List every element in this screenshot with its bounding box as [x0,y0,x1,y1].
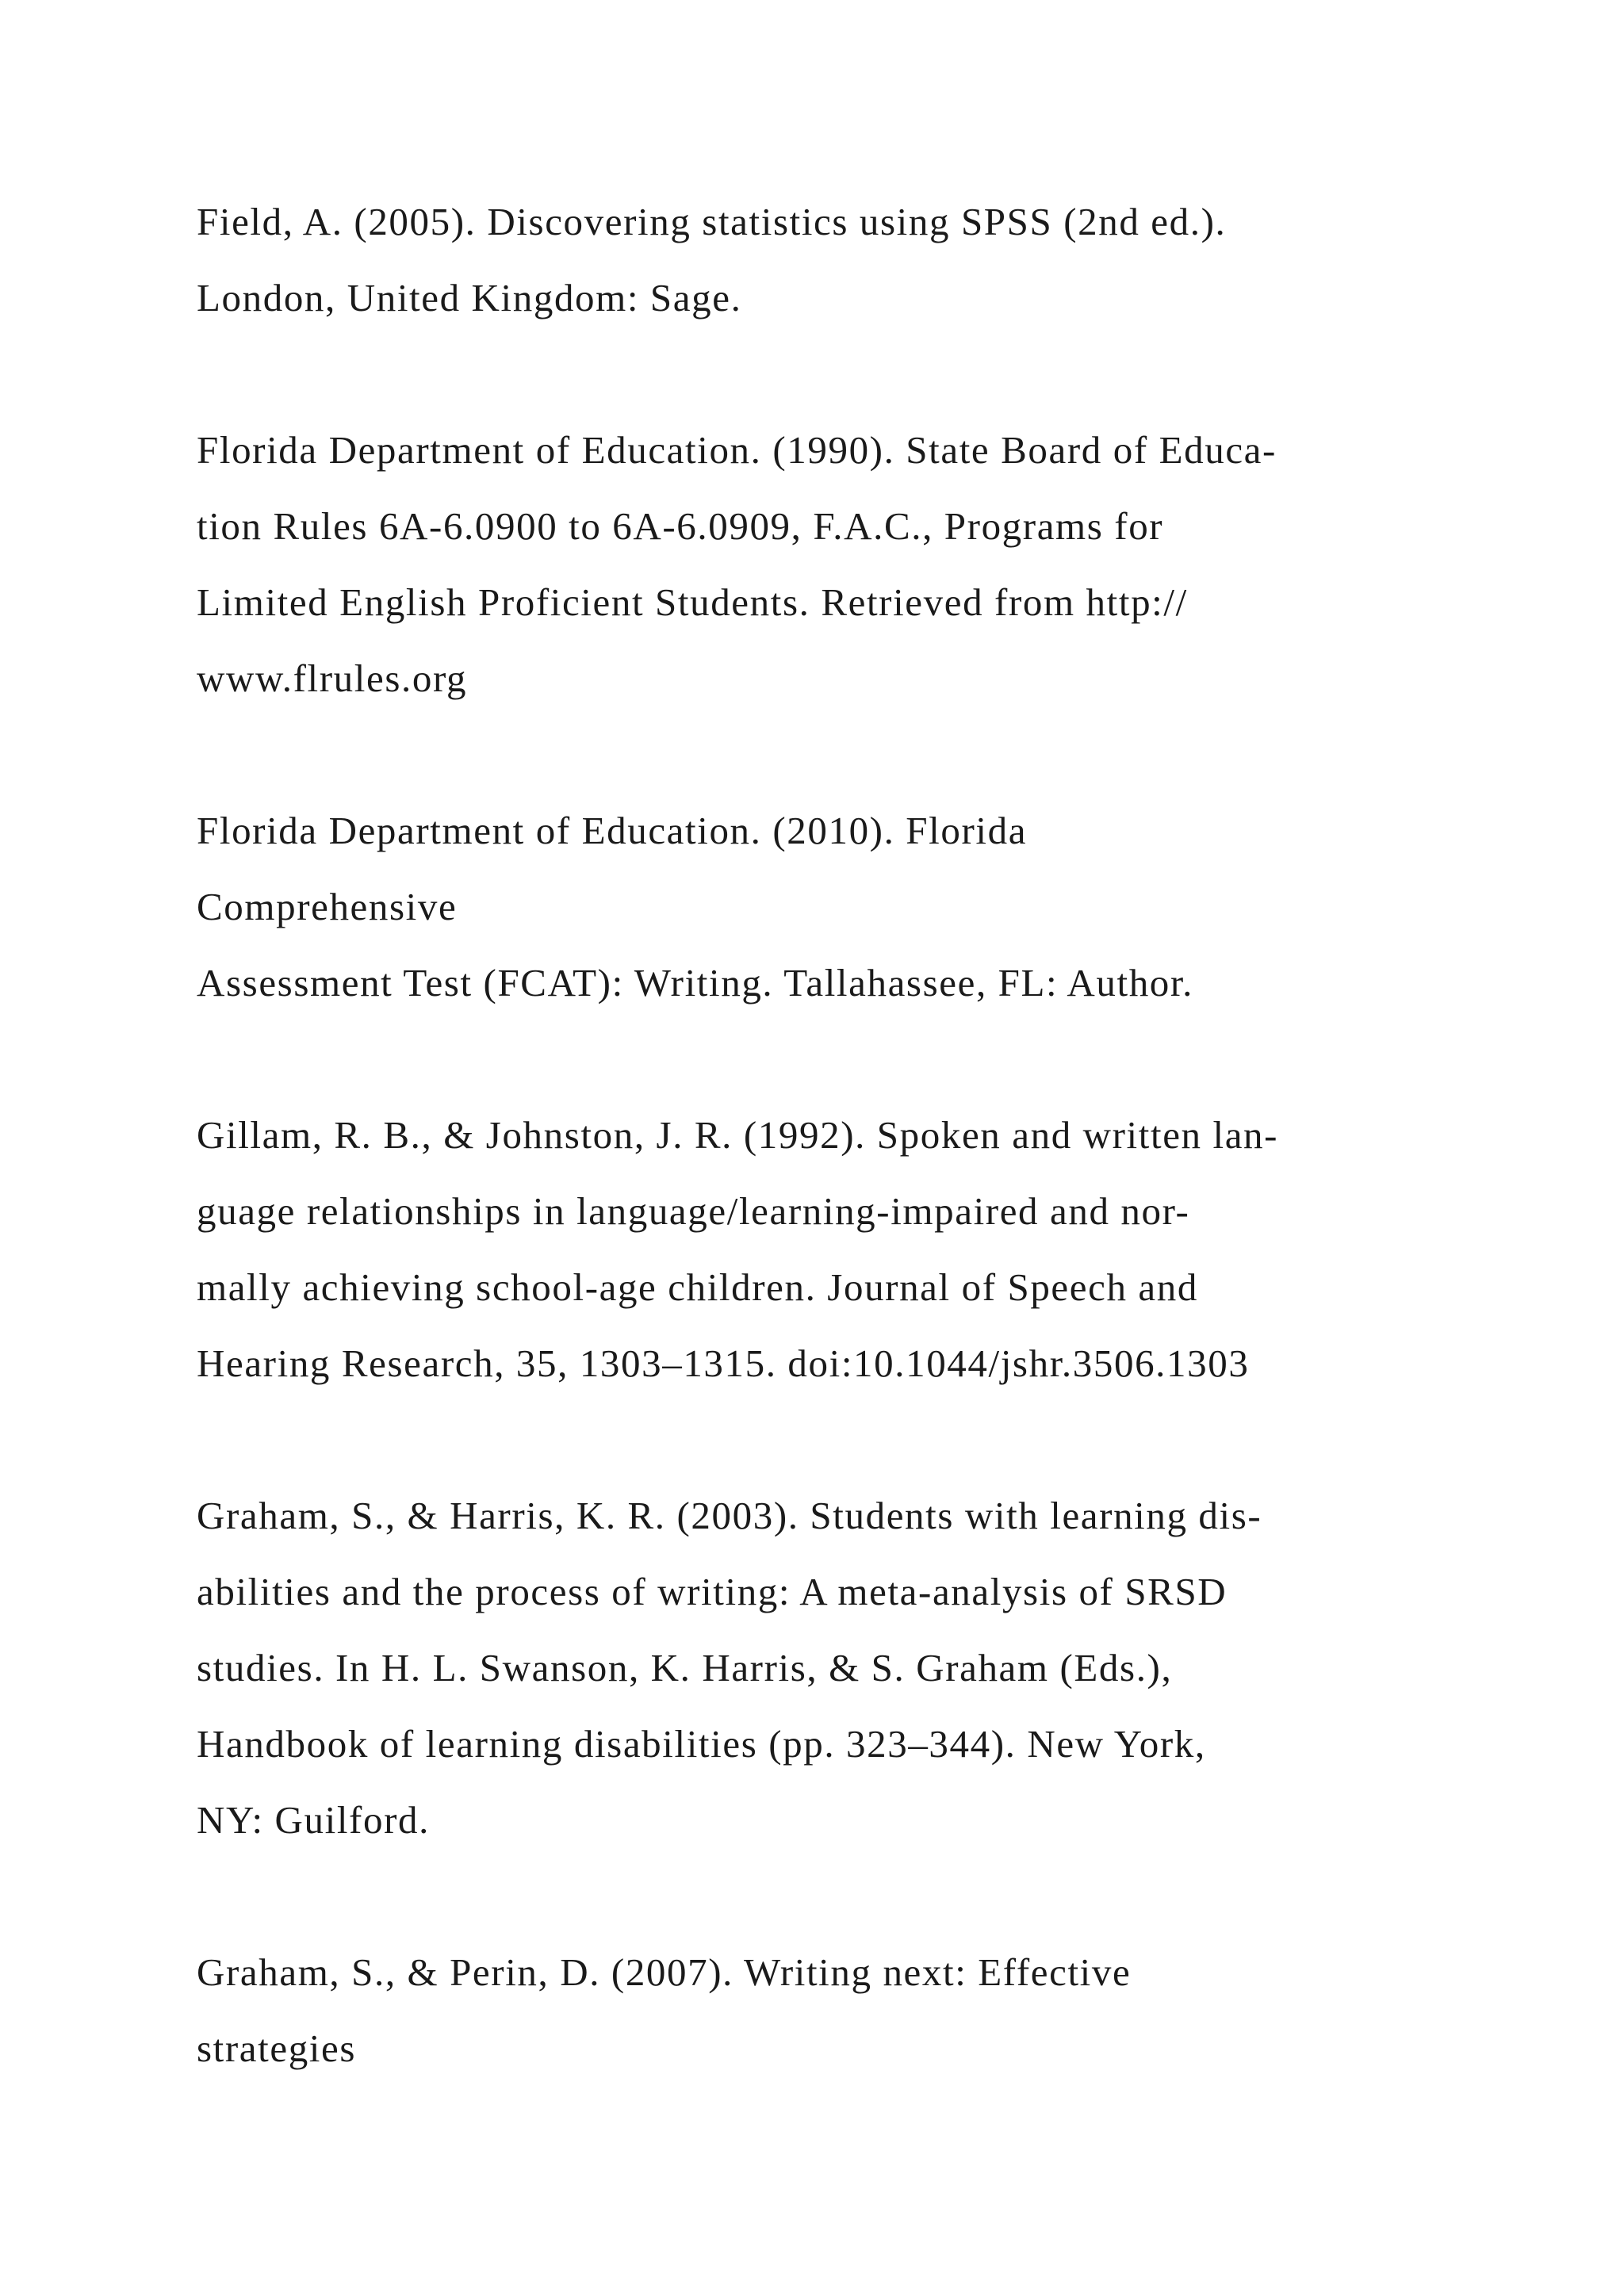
reference-line: Field, A. (2005). Discovering statistics using SPSS (2nd ed.). [197,200,1227,243]
reference-line: Assessment Test (FCAT): Writing. Tallahassee, FL: Author. [197,961,1193,1004]
reference-list [197,184,1481,2163]
reference-entry-graham-perin-2007 [197,1934,1481,2087]
reference-line: tion Rules 6A-6.0900 to 6A-6.0909, F.A.C., Programs for [197,504,1164,548]
reference-line: Hearing Research, 35, 1303–1315. doi:10.1044/jshr.3506.1303 [197,1341,1250,1385]
reference-line: Graham, S., & Harris, K. R. (2003). Students with learning dis- [197,1494,1262,1537]
reference-entry-field-2005 [197,184,1481,336]
reference-entry-fdoe-1990 [197,412,1481,717]
reference-line: studies. In H. L. Swanson, K. Harris, & S. Graham (Eds.), [197,1646,1173,1689]
reference-line: mally achieving school-age children. Journal of Speech and [197,1265,1198,1309]
reference-entry-fdoe-2010 [197,793,1481,1021]
reference-line: abilities and the process of writing: A meta-analysis of SRSD [197,1570,1228,1613]
reference-line: London, United Kingdom: Sage. [197,276,742,320]
reference-line: Florida Department of Education. (2010). Florida [197,809,1028,852]
reference-line: Handbook of learning disabilities (pp. 323–344). New York, [197,1722,1206,1766]
reference-line: Gillam, R. B., & Johnston, J. R. (1992). Spoken and written lan- [197,1113,1279,1157]
reference-line: Florida Department of Education. (1990). State Board of Educa- [197,428,1277,472]
reference-line: www.flrules.org [197,656,468,700]
reference-line: Graham, S., & Perin, D. (2007). Writing next: Effective [197,1950,1132,1994]
reference-entry-graham-harris-2003 [197,1478,1481,1858]
reference-entry-gillam-1992 [197,1097,1481,1402]
reference-line: strategies [197,2026,357,2070]
reference-line: NY: Guilford. [197,1798,430,1842]
reference-line: Comprehensive [197,885,458,928]
reference-line: guage relationships in language/learning-impaired and nor- [197,1189,1190,1233]
reference-line: Limited English Proficient Students. Retrieved from http:// [197,580,1188,624]
